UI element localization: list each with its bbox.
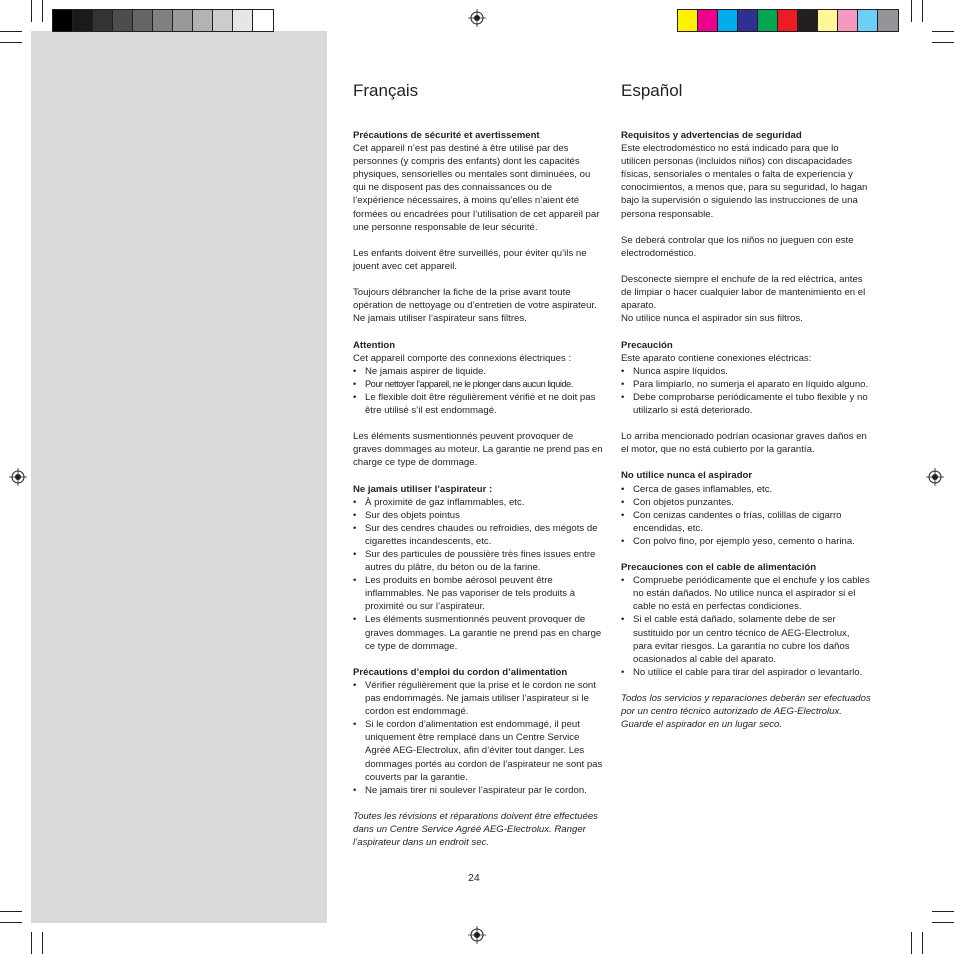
french-filters-paragraph: Ne jamais utiliser l’aspirateur sans filtres. [353,313,527,325]
color-swatch [778,10,798,31]
french-safety-paragraph: Cet appareil n’est pas destiné à être utilisé par des personnes (y compris des enfants) dont les capacités physiques, sensorielles ou mentales sont diminuées, ou qui ne disposent pas des connaissances ou de l’expérience nécessaires, à moins qu’elles n’aient été formées ou encadrées pour l’utilisation de cet appareil par une personne responsable de leur sécurité. [353,143,600,233]
registration-mark-bottom-icon [468,926,486,944]
spanish-never-use-list [621,483,871,548]
gray-swatch [53,10,73,31]
gray-swatch [73,10,93,31]
gray-swatch [253,10,273,31]
list-item: • Con polvo fino, por ejemplo yeso, cemento o harina. [621,535,871,548]
list-item: • À proximité de gaz inflammables, etc. [353,496,603,509]
registration-mark-top-icon [468,9,486,27]
color-swatch [838,10,858,31]
french-safety-heading: Précautions de sécurité et avertissement [353,130,540,141]
list-item: • Nunca aspire líquidos. [621,365,871,378]
french-title: Français [353,81,419,100]
grayscale-calibration-strip [52,9,274,32]
list-item: • No utilice el cable para tirar del aspirador o levantarlo. [621,666,871,679]
page-number: 24 [468,872,480,884]
list-item: • Pour nettoyer l’appareil, ne le plonger dans aucun liquide. [353,378,603,391]
list-item: • Les produits en bombe aérosol peuvent être inflammables. Ne pas vaporiser de tels produits à proximité ou sur l’aspirateur. [353,574,603,613]
gray-swatch [173,10,193,31]
list-item: • Sur des cendres chaudes ou refroidies, des mégots de cigarettes incandescents, etc. [353,522,603,548]
color-swatch [798,10,818,31]
list-item: • Debe comprobarse periódicamente el tubo flexible y no utilizarlo si está deteriorado. [621,391,871,417]
list-item: • Sur des objets pointus [353,509,603,522]
french-cord-heading: Précautions d’emploi du cordon d’alimentation [353,666,568,678]
spanish-caution-intro: Este aparato contiene conexiones eléctricas: [621,352,812,364]
list-item: • Ne jamais tirer ni soulever l’aspirateur par le cordon. [353,784,603,797]
color-swatch [678,10,698,31]
list-item: • Compruebe periódicamente que el enchufe y los cables no están dañados. No utilice nunca el aspirador si el cable no está en perfectas condiciones. [621,574,871,613]
spanish-caution-list [621,365,871,417]
list-item: • Con objetos punzantes. [621,496,871,509]
spanish-service-note: Todos los servicios y reparaciones deberán ser efectuados por un centro técnico autorizado de AEG-Electrolux. Guarde el aspirador en un lugar seco. [621,693,871,731]
spanish-filters-paragraph: No utilice nunca el aspirador sin sus filtros. [621,313,803,325]
french-column [353,80,603,849]
spanish-cord-list [621,574,871,679]
french-never-use-heading: Ne jamais utiliser l’aspirateur : [353,483,493,495]
spanish-caution-note: Lo arriba mencionado podrían ocasionar graves daños en el motor, que no está cubierto por la garantía. [621,431,867,456]
french-children-paragraph: Les enfants doivent être surveillés, pour éviter qu’ils ne jouent avec cet appareil. [353,247,587,272]
spanish-column [621,80,871,731]
french-attention-list [353,365,603,417]
spanish-cord-heading: Precauciones con el cable de alimentación [621,562,817,574]
spanish-caution-heading: Precaución [621,339,673,351]
color-swatch [818,10,838,31]
french-cord-list [353,679,603,797]
french-never-use-list [353,496,603,653]
gray-swatch [93,10,113,31]
color-swatch [698,10,718,31]
spanish-children-paragraph: Se deberá controlar que los niños no jueguen con este electrodoméstico. [621,234,854,259]
color-swatch [758,10,778,31]
color-swatch [878,10,898,31]
gray-swatch [233,10,253,31]
list-item: • Cerca de gases inflamables, etc. [621,483,871,496]
french-attention-heading: Attention [353,339,396,351]
color-calibration-strip [677,9,899,32]
list-item: • Para limpiarlo, no sumerja el aparato en líquido alguno. [621,378,871,391]
color-swatch [718,10,738,31]
list-item: • Con cenizas candentes o frías, colillas de cigarro encendidas, etc. [621,509,871,535]
spanish-safety-paragraph: Este electrodoméstico no está indicado para que lo utilicen personas (incluidos niños) con discapacidades físicas, sensoriales o mentales o falta de experiencia y conocimientos, a menos que, para su seguridad, lo hagan bajo la supervisión o siguiendo las instrucciones de una persona responsable. [621,143,868,220]
color-swatch [738,10,758,31]
list-item: • Les éléments susmentionnés peuvent provoquer de graves dommages. La garantie ne prend pas en charge ce type de dommage. [353,613,603,652]
list-item: • Sur des particules de poussière très fines issues entre autres du plâtre, du béton ou de la farine. [353,548,603,574]
spanish-unplug-paragraph: Desconecte siempre el enchufe de la red eléctrica, antes de limpiar o hacer cualquier labor de mantenimiento en el aparato. [621,274,866,312]
list-item: • Ne jamais aspirer de liquide. [353,365,603,378]
spanish-title: Español [621,81,683,100]
registration-mark-right-icon [926,468,944,486]
list-item: • Si el cable está dañado, solamente debe de ser sustituido por un centro técnico de AEG-Electrolux, para evitar riesgos. La garantía no cubre los daños ocasionados al cable del aparato. [621,613,871,665]
list-item: • Vérifier régulièrement que la prise et le cordon ne sont pas endommagés. Ne jamais utiliser l’aspirateur si le cordon est endommagé. [353,679,603,718]
spanish-safety-heading: Requisitos y advertencias de seguridad [621,130,802,141]
french-unplug-paragraph: Toujours débrancher la fiche de la prise avant toute opération de nettoyage ou d’entretien de votre aspirateur. [353,287,597,312]
list-item: • Si le cordon d’alimentation est endommagé, il peut uniquement être remplacé dans un Centre Service Agréé AEG-Electrolux, afin d’éviter tout danger. Les dommages portés au cordon de l’aspirateur ne sont pas couverts par la garantie. [353,718,603,783]
gray-panel [31,31,327,923]
gray-swatch [153,10,173,31]
registration-mark-left-icon [9,468,27,486]
gray-swatch [213,10,233,31]
gray-swatch [193,10,213,31]
gray-swatch [133,10,153,31]
french-attention-intro: Cet appareil comporte des connexions électriques : [353,352,572,364]
gray-swatch [113,10,133,31]
french-service-note: Toutes les révisions et réparations doivent être effectuées dans un Centre Service Agréé AEG-Electrolux. Ranger l’aspirateur dans un endroit sec. [353,810,598,849]
spanish-never-use-heading: No utilice nunca el aspirador [621,470,753,482]
french-attention-note: Les éléments susmentionnés peuvent provoquer de graves dommages au moteur. La garantie ne prend pas en charge ce type de dommage. [353,431,603,469]
list-item: • Le flexible doit être régulièrement vérifié et ne doit pas être utilisé s’il est endommagé. [353,391,603,417]
color-swatch [858,10,878,31]
